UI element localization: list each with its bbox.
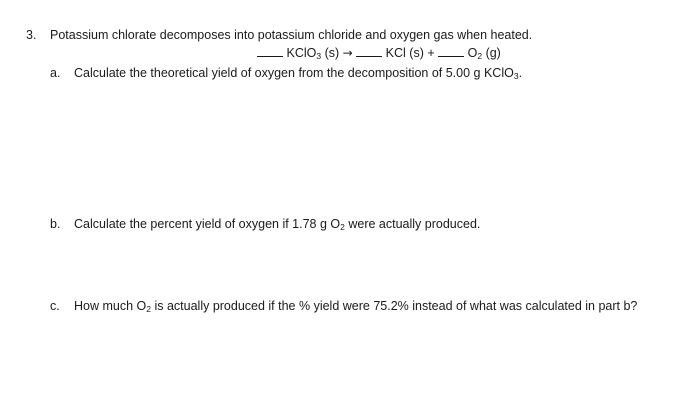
- reactant-state: (s): [324, 46, 340, 60]
- product2-state: (g): [485, 46, 501, 60]
- question-number: 3.: [26, 28, 37, 42]
- chemical-equation: [257, 45, 501, 61]
- part-a-text: Calculate the theoretical yield of oxygen from the decomposition of 5.00 g KClO$_3$.: [74, 66, 523, 81]
- product1-formula: KCl (s) +: [385, 46, 435, 60]
- part-c-text: How much $O_2$ is actually produced if the % yield were 75.2% instead of what was calculated in part b?: [74, 299, 638, 314]
- coefficient-blank-reactant: [257, 45, 283, 57]
- reactant-formula: KClO$_3$: [286, 46, 322, 61]
- product2-formula: $O_2$: [467, 46, 483, 61]
- question-text: Potassium chlorate decomposes into potassium chloride and oxygen gas when heated.: [50, 28, 533, 42]
- coefficient-blank-product2: [438, 45, 464, 57]
- reaction-arrow: →: [342, 46, 353, 60]
- part-b-text: Calculate the percent yield of oxygen if 1.78 g $O_2$ were actually produced.: [74, 217, 481, 232]
- coefficient-blank-product1: [356, 45, 382, 57]
- part-b-letter: b.: [50, 217, 61, 231]
- part-a-letter: a.: [50, 66, 61, 80]
- part-c-letter: c.: [50, 299, 60, 313]
